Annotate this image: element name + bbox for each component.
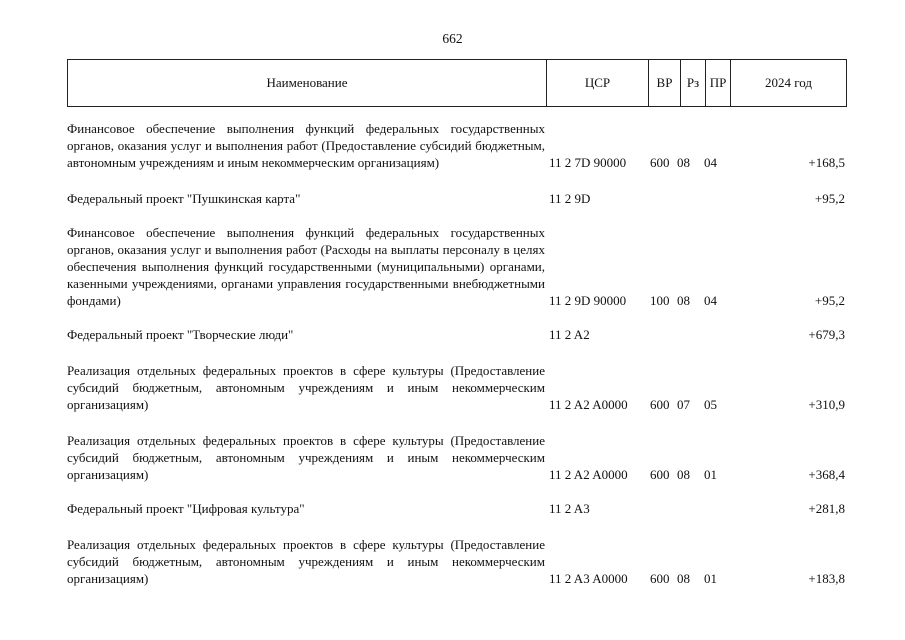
row-name: Федеральный проект "Творческие люди" <box>67 327 294 342</box>
row-vr: 600 <box>650 155 670 170</box>
table-row <box>67 362 847 413</box>
row-vr: 600 <box>650 467 670 482</box>
row-sum: +281,8 <box>808 501 845 516</box>
row-sum: +183,8 <box>808 571 845 586</box>
page-number: 662 <box>442 31 463 46</box>
row-sum: +679,3 <box>808 327 845 342</box>
row-pr: 01 <box>704 571 717 586</box>
row-name: Федеральный проект "Пушкинская карта" <box>67 191 301 206</box>
row-rz: 07 <box>677 397 690 412</box>
row-csr: 11 2 A2 A0000 <box>549 467 628 482</box>
row-pr: 04 <box>704 155 717 170</box>
table-row <box>67 120 847 171</box>
header-csr: ЦСР <box>547 60 649 106</box>
row-csr: 11 2 A3 <box>549 501 590 516</box>
row-csr: 11 2 9D <box>549 191 591 206</box>
table-body <box>67 120 847 587</box>
row-vr: 100 <box>650 293 670 308</box>
table-row <box>67 190 847 207</box>
row-sum: +310,9 <box>808 397 845 412</box>
table-header <box>67 59 847 107</box>
row-pr: 04 <box>704 293 717 308</box>
row-csr: 11 2 A3 A0000 <box>549 571 628 586</box>
row-name: Финансовое обеспечение выполнения функций федеральных государственных органов, оказания услуг и выполнения работ (Расходы на выплаты персоналу в целях обеспечения выполнения функций государственными (муниципальными) органами, казенными учреждениями, органами управления государственными внебюджетными фондами) <box>67 225 545 308</box>
row-rz: 08 <box>677 293 690 308</box>
header-rz: Рз <box>681 60 706 106</box>
row-rz: 08 <box>677 155 690 170</box>
row-rz: 08 <box>677 467 690 482</box>
row-vr: 600 <box>650 397 670 412</box>
row-name: Федеральный проект "Цифровая культура" <box>67 501 305 516</box>
row-sum: +95,2 <box>814 293 845 308</box>
row-csr: 11 2 9D 90000 <box>549 293 627 308</box>
header-pr: ПР <box>706 60 731 106</box>
header-name: Наименование <box>68 60 547 106</box>
table-row <box>67 326 847 343</box>
row-vr: 600 <box>650 571 670 586</box>
table-row <box>67 224 847 309</box>
table-row <box>67 536 847 587</box>
row-pr: 05 <box>704 397 717 412</box>
row-name: Реализация отдельных федеральных проектов в сфере культуры (Предоставление субсидий бюджетным, автономным учреждениям и иным некоммерческим организациям) <box>67 363 545 412</box>
row-csr: 11 2 A2 A0000 <box>549 397 628 412</box>
header-vr: ВР <box>649 60 681 106</box>
row-csr: 11 2 7D 90000 <box>549 155 627 170</box>
row-pr: 01 <box>704 467 717 482</box>
row-name: Реализация отдельных федеральных проектов в сфере культуры (Предоставление субсидий бюджетным, автономным учреждениям и иным некоммерческим организациям) <box>67 537 545 586</box>
row-csr: 11 2 A2 <box>549 327 590 342</box>
row-rz: 08 <box>677 571 690 586</box>
row-sum: +168,5 <box>808 155 845 170</box>
header-year: 2024 год <box>765 75 812 90</box>
table-row <box>67 432 847 483</box>
table-row <box>67 500 847 517</box>
row-sum: +368,4 <box>808 467 845 482</box>
row-name: Реализация отдельных федеральных проектов в сфере культуры (Предоставление субсидий бюджетным, автономным учреждениям и иным некоммерческим организациям) <box>67 433 545 482</box>
row-name: Финансовое обеспечение выполнения функций федеральных государственных органов, оказания услуг и выполнения работ (Предоставление субсидий бюджетным, автономным учреждениям и иным некоммерческим организациям) <box>67 121 545 170</box>
row-sum: +95,2 <box>814 191 845 206</box>
